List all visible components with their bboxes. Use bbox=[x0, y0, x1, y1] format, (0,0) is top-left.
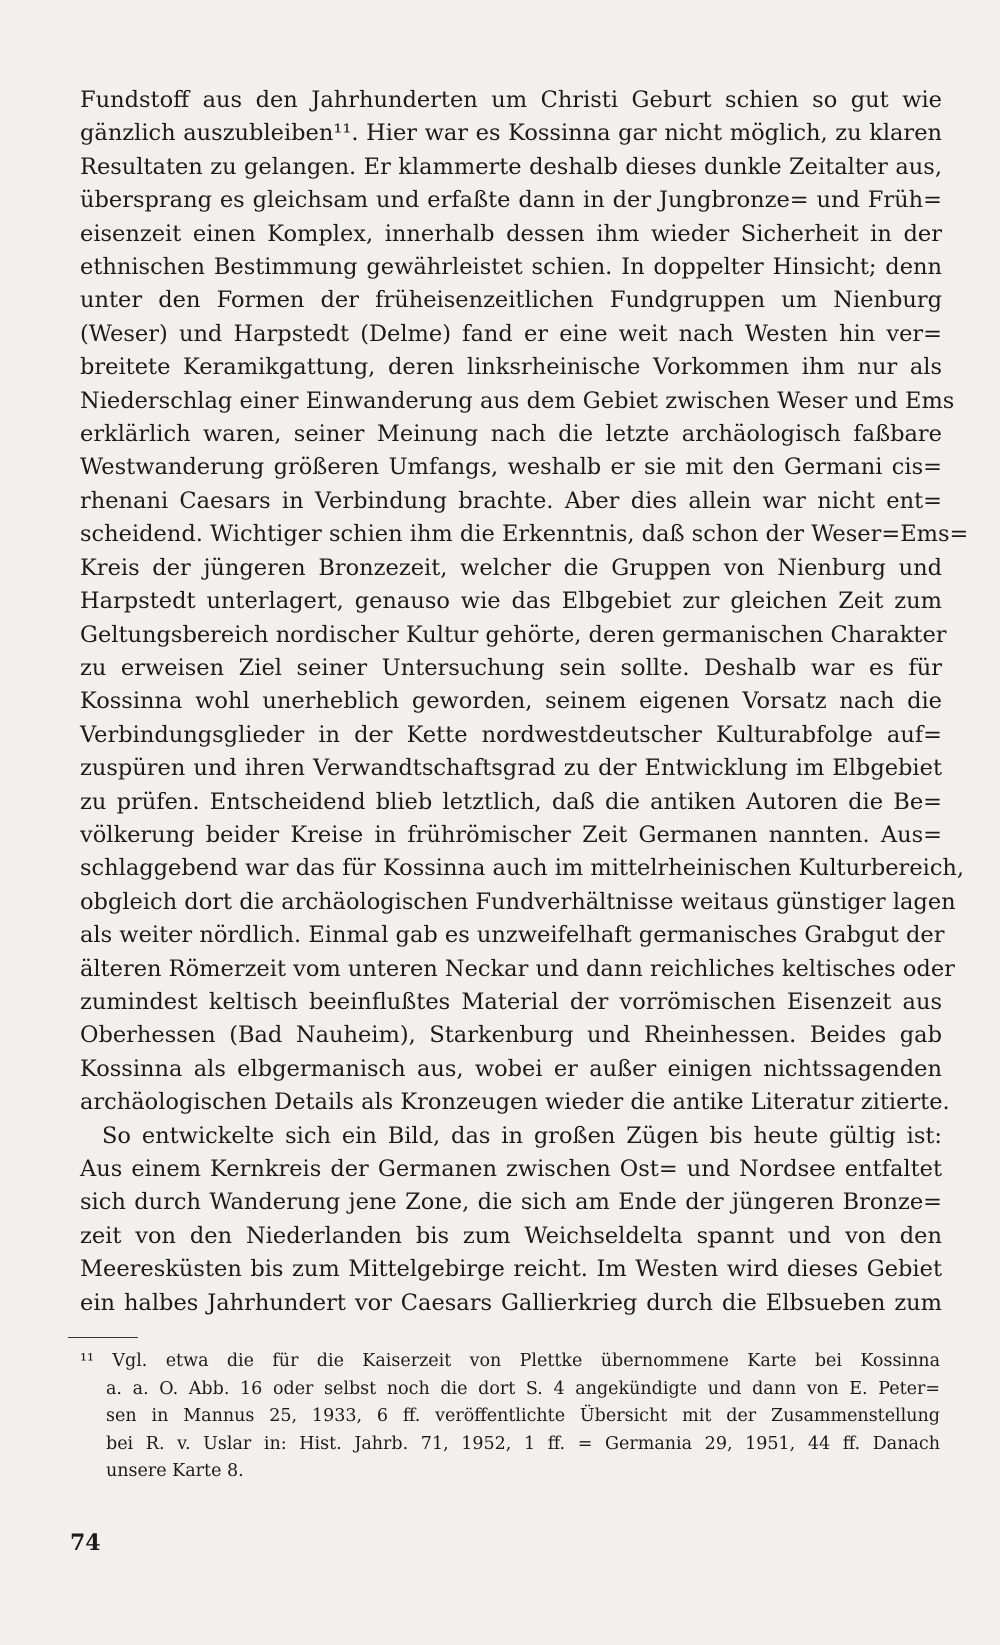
footnote-line: bei R. v. Uslar in: Hist. Jahrb. 71, 1952, 1 ff. = Germania 29, 1951, 44 ff. Danach bbox=[106, 1433, 940, 1454]
text-line: Resultaten zu gelangen. Er klammerte deshalb dieses dunkle Zeitalter aus, bbox=[80, 153, 942, 180]
text-line: zumindest keltisch beeinflußtes Material der vorrömischen Eisenzeit aus bbox=[80, 988, 942, 1015]
text-line: eisenzeit einen Komplex, innerhalb dessen ihm wieder Sicherheit in der bbox=[80, 220, 942, 247]
text-line: ethnischen Bestimmung gewährleistet schien. In doppelter Hinsicht; denn bbox=[80, 254, 942, 281]
text-line: übersprang es gleichsam und erfaßte dann in der Jungbronze= und Früh= bbox=[80, 187, 942, 214]
body-text bbox=[80, 84, 969, 1320]
paragraph-first-line: So entwickelte sich ein Bild, das in großen Zügen bis heute gültig ist: bbox=[102, 1122, 942, 1149]
text-line: zuspüren und ihren Verwandtschaftsgrad zu der Entwicklung im Elbgebiet bbox=[80, 755, 942, 782]
text-line: zu erweisen Ziel seiner Untersuchung sein sollte. Deshalb war es für bbox=[80, 654, 942, 681]
text-line: völkerung beider Kreise in frührömischer Zeit Germanen nannten. Aus= bbox=[80, 821, 942, 848]
page-number: 74 bbox=[70, 1530, 101, 1556]
text-line: Westwanderung größeren Umfangs, weshalb er sie mit den Germani cis= bbox=[80, 454, 942, 481]
text-line: (Weser) und Harpstedt (Delme) fand er eine weit nach Westen hin ver= bbox=[80, 320, 942, 347]
text-line: als weiter nördlich. Einmal gab es unzweifelhaft germanisches Grabgut der bbox=[80, 922, 945, 949]
text-line: zu prüfen. Entscheidend blieb letztlich, daß die antiken Autoren die Be= bbox=[80, 788, 942, 815]
text-line: Verbindungsglieder in der Kette nordwestdeutscher Kulturabfolge auf= bbox=[80, 721, 942, 748]
text-line: scheidend. Wichtiger schien ihm die Erkenntnis, daß schon der Weser=Ems= bbox=[80, 521, 969, 548]
footnote bbox=[80, 1348, 940, 1486]
footnote-line: unsere Karte 8. bbox=[106, 1461, 244, 1481]
text-line: obgleich dort die archäologischen Fundverhältnisse weitaus günstiger lagen bbox=[80, 888, 956, 915]
text-line: ein halbes Jahrhundert vor Caesars Gallierkrieg durch die Elbsueben zum bbox=[80, 1289, 942, 1316]
footnote-line: a. a. O. Abb. 16 oder selbst noch die dort S. 4 angekündigte und dann von E. Peter= bbox=[106, 1378, 940, 1399]
text-line: Kossinna als elbgermanisch aus, wobei er außer einigen nichtssagenden bbox=[80, 1055, 942, 1082]
text-line: Niederschlag einer Einwanderung aus dem Gebiet zwischen Weser und Ems bbox=[80, 387, 955, 414]
text-line: Fundstoff aus den Jahrhunderten um Christi Geburt schien so gut wie bbox=[80, 87, 942, 113]
text-line: schlaggebend war das für Kossinna auch im mittelrheinischen Kulturbereich, bbox=[80, 855, 965, 882]
text-line: Oberhessen (Bad Nauheim), Starkenburg und Rheinhessen. Beides gab bbox=[80, 1022, 942, 1049]
text-line: unter den Formen der früheisenzeitlichen Fundgruppen um Nienburg bbox=[80, 287, 942, 314]
footnote-divider bbox=[68, 1337, 138, 1338]
text-line: archäologischen Details als Kronzeugen wieder die antike Literatur zitierte. bbox=[80, 1089, 950, 1116]
text-line: zeit von den Niederlanden bis zum Weichseldelta spannt und von den bbox=[80, 1222, 942, 1249]
text-line: Kreis der jüngeren Bronzezeit, welcher die Gruppen von Nienburg und bbox=[80, 554, 942, 581]
text-line: Kossinna wohl unerheblich geworden, seinem eigenen Vorsatz nach die bbox=[80, 688, 942, 715]
text-line: Meeresküsten bis zum Mittelgebirge reicht. Im Westen wird dieses Gebiet bbox=[80, 1256, 942, 1283]
footnote-line: sen in Mannus 25, 1933, 6 ff. veröffentlichte Übersicht mit der Zusammenstellung bbox=[106, 1406, 940, 1426]
text-line: gänzlich auszubleiben¹¹. Hier war es Kossinna gar nicht möglich, zu klaren bbox=[80, 120, 942, 147]
text-line: breitete Keramikgattung, deren linksrheinische Vorkommen ihm nur als bbox=[80, 354, 942, 381]
footnote-line: ¹¹ Vgl. etwa die für die Kaiserzeit von Plettke übernommene Karte bei Kossinna bbox=[80, 1351, 940, 1371]
text-line: älteren Römerzeit vom unteren Neckar und dann reichliches keltisches oder bbox=[80, 955, 955, 982]
text-line: Aus einem Kernkreis der Germanen zwischen Ost= und Nordsee entfaltet bbox=[80, 1156, 942, 1182]
text-line: sich durch Wanderung jene Zone, die sich am Ende der jüngeren Bronze= bbox=[80, 1189, 942, 1216]
text-line: rhenani Caesars in Verbindung brachte. Aber dies allein war nicht ent= bbox=[80, 487, 942, 514]
text-line: Geltungsbereich nordischer Kultur gehörte, deren germanischen Charakter bbox=[80, 621, 947, 648]
text-line: Harpstedt unterlagert, genauso wie das Elbgebiet zur gleichen Zeit zum bbox=[80, 588, 942, 615]
text-line: erklärlich waren, seiner Meinung nach die letzte archäologisch faßbare bbox=[80, 421, 942, 448]
